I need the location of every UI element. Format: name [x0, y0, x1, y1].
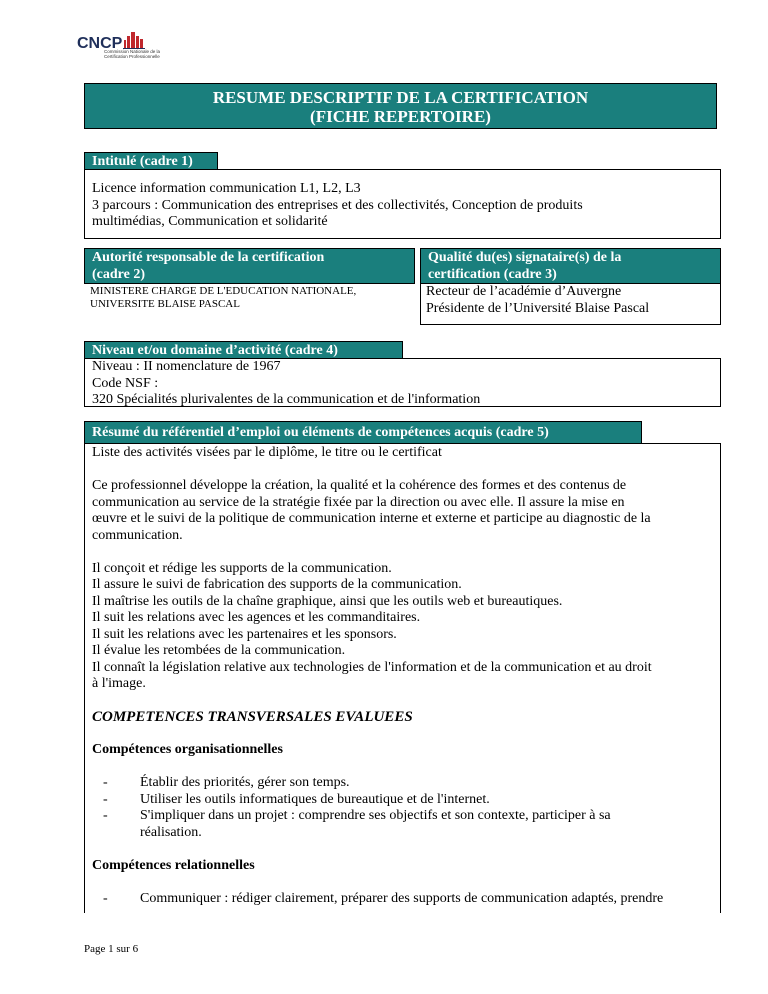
niveau-line3: 320 Spécialités plurivalentes de la communication et de l'information [92, 392, 481, 407]
svg-text:CNCP: CNCP [77, 35, 123, 52]
intitule-line3: multimédias, Communication et solidarité [92, 214, 328, 229]
niveau-box [84, 358, 721, 407]
para-line2: communication au service de la stratégie fixée par la direction ou avec elle. Il assure la mise en [92, 494, 625, 510]
para-line3: œuvre et le suivi de la politique de communication interne et externe et participe au diagnostic de la [92, 511, 651, 526]
niveau-line1: Niveau : II nomenclature de 1967 [92, 359, 281, 374]
para-line1: Ce professionnel développe la création, la qualité et la cohérence des formes et des contenus de [92, 478, 627, 493]
autorite-body [90, 285, 420, 311]
title-line2: (FICHE REPERTOIRE) [310, 107, 491, 126]
intitule-line2: 3 parcours : Communication des entreprises et des collectivités, Conception de produits [92, 197, 583, 213]
qualite-line1: Recteur de l’académie d’Auvergne [426, 284, 622, 299]
rel-heading: Compétences relationnelles [92, 857, 255, 873]
page-title [84, 83, 717, 129]
resume-paragraph [92, 478, 720, 544]
para-line4: communication. [92, 527, 183, 543]
activity-item: Il connaît la législation relative aux technologies de l'information et de la communication et au droit [92, 659, 652, 675]
activities-list [92, 561, 720, 693]
activity-item: Il conçoit et rédige les supports de la communication. [92, 560, 392, 576]
intitule-tab: Intitulé (cadre 1) [84, 152, 218, 170]
resume-intro: Liste des activités visées par le diplôme, le titre ou le certificat [92, 445, 442, 460]
qualite-header [420, 248, 721, 284]
intitule-box [84, 169, 721, 239]
org-item-continuation: réalisation. [140, 824, 202, 840]
intitule-line1: Licence information communication L1, L2, L3 [92, 181, 361, 196]
resume-tab: Résumé du référentiel d’emploi ou éléments de compétences acquis (cadre 5) [84, 421, 642, 444]
autorite-header-line1: Autorité responsable de la certification [92, 250, 325, 265]
autorite-header-line2: (cadre 2) [92, 266, 145, 282]
autorite-line2: UNIVERSITE BLAISE PASCAL [90, 298, 240, 310]
org-item: - Établir des priorités, gérer son temps. [92, 775, 720, 792]
resume-box [84, 443, 721, 913]
qualite-header-line1: Qualité du(es) signataire(s) de la [428, 250, 622, 265]
activity-item: Il évalue les retombées de la communication. [92, 643, 346, 658]
autorite-header [84, 248, 415, 284]
rel-list [92, 891, 720, 908]
autorite-line1: MINISTERE CHARGE DE L'EDUCATION NATIONALE, [90, 285, 357, 297]
qualite-line2: Présidente de l’Université Blaise Pascal [426, 300, 650, 316]
transversal-heading: COMPETENCES TRANSVERSALES EVALUEES [92, 709, 413, 725]
cncp-logo [77, 30, 161, 70]
activity-item: Il assure le suivi de fabrication des supports de la communication. [92, 577, 462, 592]
activity-item: Il suit les relations avec les partenaires et les sponsors. [92, 626, 397, 642]
activity-item: Il maîtrise les outils de la chaîne graphique, ainsi que les outils web et bureautiques. [92, 593, 563, 609]
org-heading: Compétences organisationnelles [92, 742, 283, 757]
qualite-body [420, 283, 721, 325]
title-line1: RESUME DESCRIPTIF DE LA CERTIFICATION [212, 88, 589, 107]
org-item: - S'impliquer dans un projet : comprendre ses objectifs et son contexte, participer à sa [92, 808, 720, 825]
logo-subtitle-line1: Commission Nationale de la [104, 49, 161, 54]
niveau-line2: Code NSF : [92, 375, 159, 391]
page-number: Page 1 sur 6 [84, 943, 139, 955]
activity-item: à l'image. [92, 676, 146, 691]
org-list [92, 775, 720, 825]
qualite-header-line2: certification (cadre 3) [428, 266, 557, 282]
activity-item: Il suit les relations avec les agences et les commanditaires. [92, 610, 421, 625]
niveau-tab: Niveau et/ou domaine d’activité (cadre 4) [84, 341, 403, 359]
rel-item: - Communiquer : rédiger clairement, préparer des supports de communication adaptés, prendre [92, 891, 720, 908]
logo-subtitle-line2: Certification Professionnelle [104, 54, 160, 59]
org-item: - Utiliser les outils informatiques de bureautique et de l'internet. [92, 792, 720, 809]
